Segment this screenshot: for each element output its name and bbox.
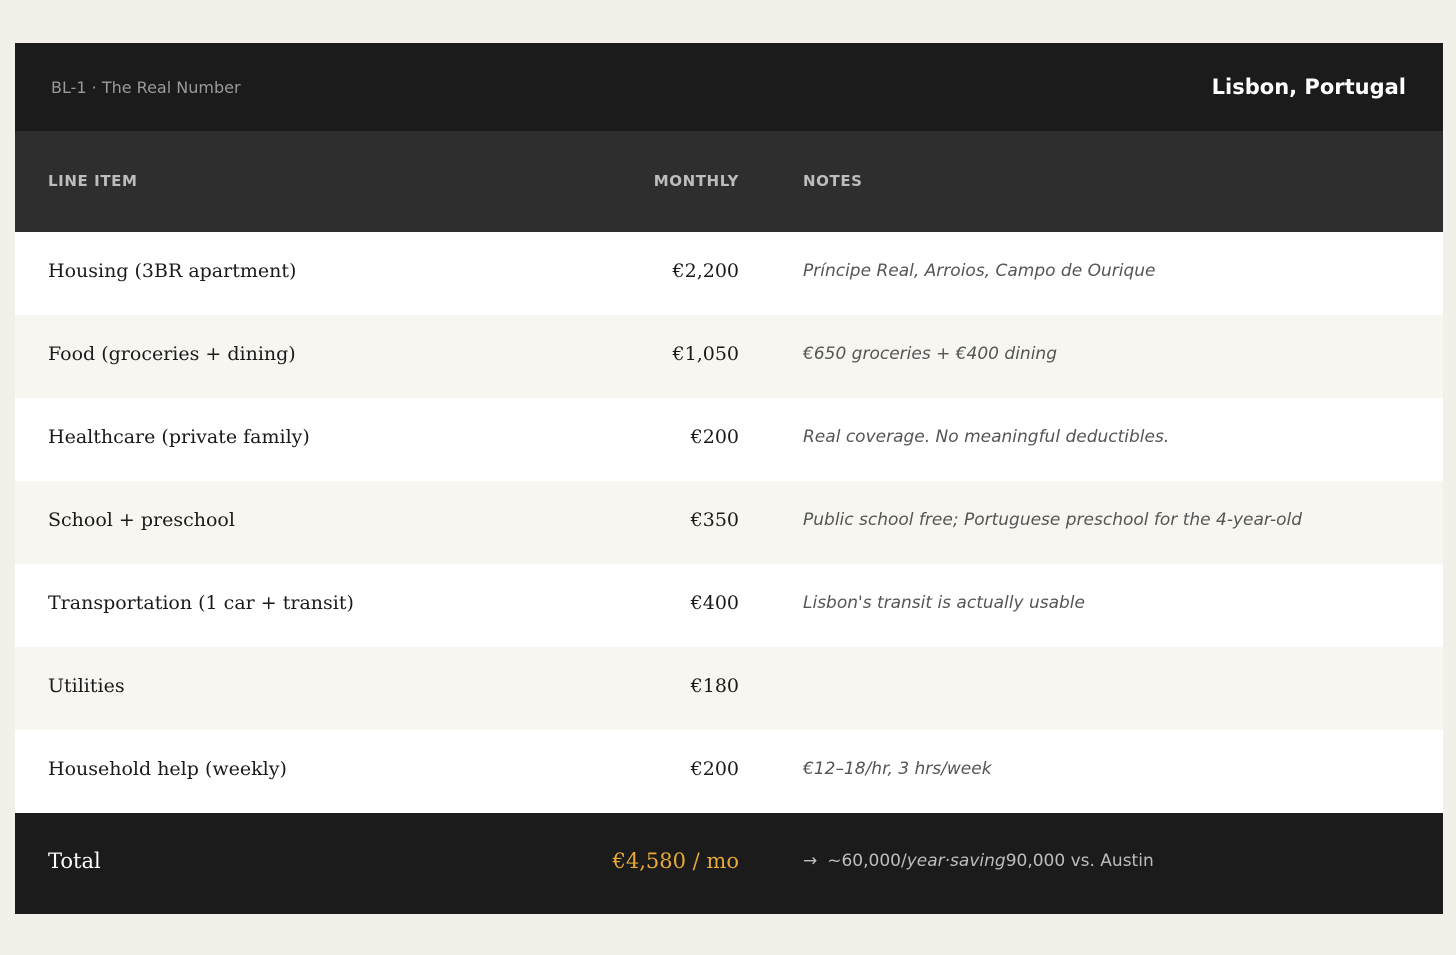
monthly-cell: €180 (690, 675, 739, 697)
table-row (15, 647, 1443, 730)
monthly-cell: €200 (690, 426, 739, 448)
column-header-line-item: LINE ITEM (48, 172, 138, 190)
notes-cell: Príncipe Real, Arroios, Campo de Ourique (803, 261, 1156, 281)
table-row (15, 564, 1443, 647)
table-row (15, 232, 1443, 315)
column-headers (15, 131, 1443, 232)
monthly-cell: €400 (690, 592, 739, 614)
table-row (15, 315, 1443, 398)
total-note-part-b: year·saving (906, 851, 1006, 871)
total-note-part-a: ~60,000/ (827, 851, 907, 871)
line-item-cell: Housing (3BR apartment) (48, 260, 297, 282)
total-note-part-c: 90,000 vs. Austin (1005, 851, 1154, 871)
line-item-cell: Utilities (48, 675, 125, 697)
table-subtitle: BL-1 · The Real Number (51, 77, 241, 97)
table-row (15, 730, 1443, 813)
total-value: €4,580 / mo (612, 849, 739, 873)
table-row (15, 481, 1443, 564)
monthly-cell: €200 (690, 758, 739, 780)
line-item-cell: Household help (weekly) (48, 758, 287, 780)
total-note (803, 813, 1154, 909)
monthly-cell: €1,050 (672, 343, 739, 365)
notes-cell: €12–18/hr, 3 hrs/week (803, 759, 992, 779)
total-row (15, 813, 1443, 914)
arrow-right-icon: → (803, 851, 818, 871)
total-label: Total (48, 849, 101, 873)
line-item-cell: School + preschool (48, 509, 235, 531)
notes-cell: Public school free; Portuguese preschool for the 4-year-old (803, 510, 1302, 530)
city-title: Lisbon, Portugal (1211, 75, 1406, 99)
line-item-cell: Food (groceries + dining) (48, 343, 296, 365)
monthly-cell: €350 (690, 509, 739, 531)
notes-cell: Real coverage. No meaningful deductibles. (803, 427, 1170, 447)
column-header-notes: NOTES (803, 172, 863, 190)
table-header (15, 43, 1443, 131)
column-header-monthly: MONTHLY (653, 172, 739, 190)
table-row (15, 398, 1443, 481)
notes-cell: Lisbon's transit is actually usable (803, 593, 1085, 613)
line-item-cell: Healthcare (private family) (48, 426, 310, 448)
cost-table-card (15, 43, 1443, 912)
line-item-cell: Transportation (1 car + transit) (48, 592, 354, 614)
notes-cell: €650 groceries + €400 dining (803, 344, 1057, 364)
monthly-cell: €2,200 (672, 260, 739, 282)
